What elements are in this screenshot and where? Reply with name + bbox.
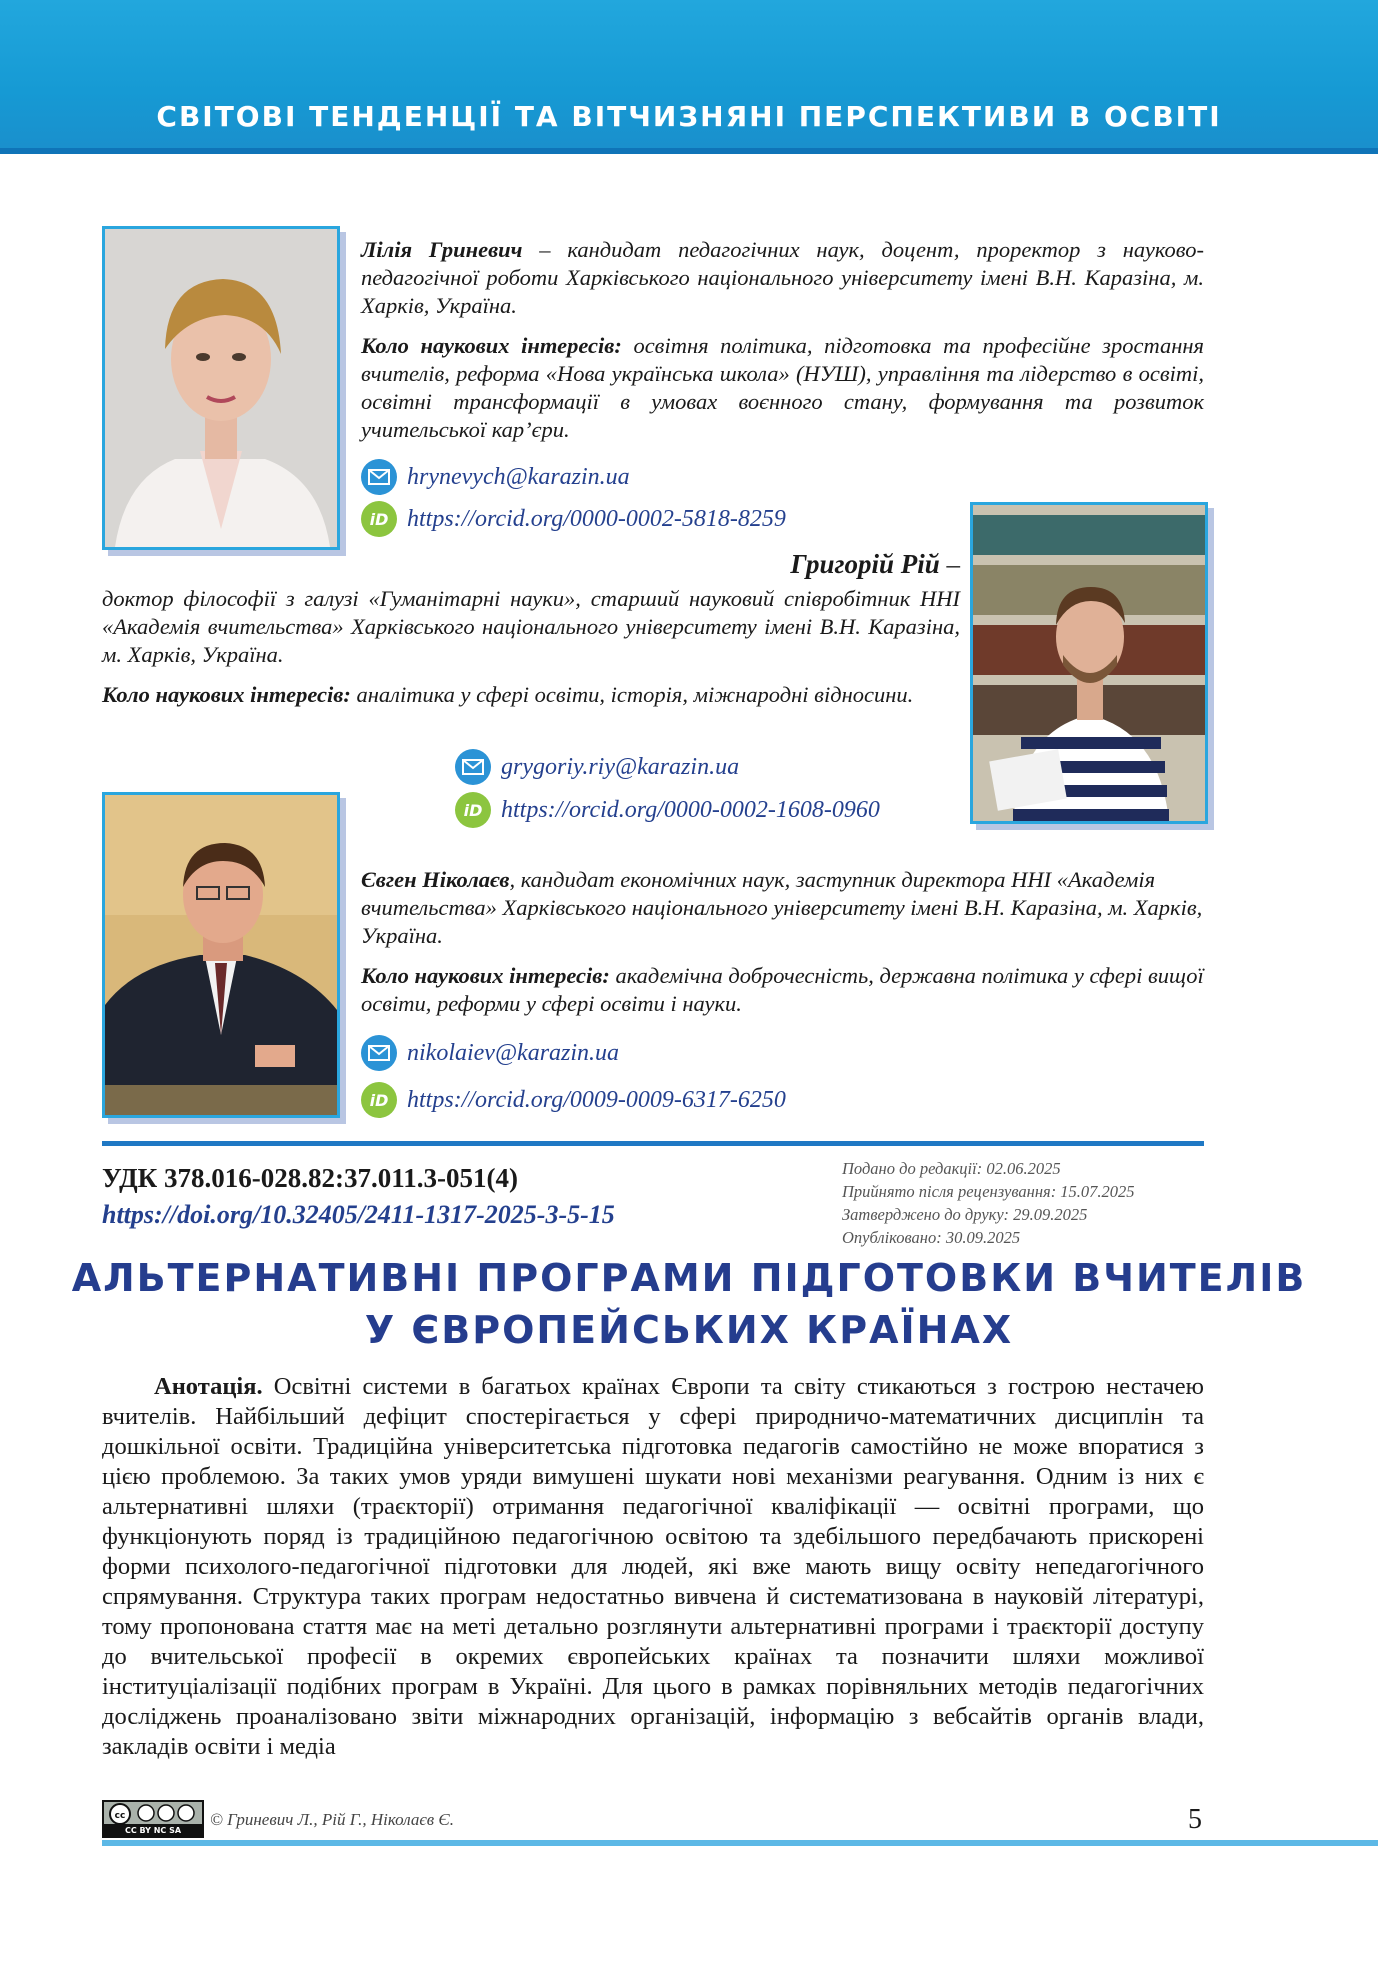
- orcid-icon: [455, 792, 491, 828]
- author-photo-riy: [970, 502, 1208, 824]
- email-icon: [361, 1035, 397, 1071]
- author-name: Євген Ніколаєв: [361, 867, 510, 892]
- author-bio-hrynevych: [361, 236, 1204, 444]
- svg-text:iD: iD: [369, 1091, 389, 1110]
- email-contact-nikolaiev[interactable]: [361, 1035, 619, 1071]
- email-contact-hrynevych[interactable]: [361, 459, 630, 495]
- orcid-icon: [361, 1082, 397, 1118]
- journal-section-title: СВІТОВІ ТЕНДЕНЦІЇ ТА ВІТЧИЗНЯНІ ПЕРСПЕКТИВИ В ОСВІТІ: [156, 100, 1222, 133]
- author-description: доктор філософії з галузі «Гуманітарні науки», старший науковий співробітник ННІ «Академія вчительства» Харківського національного університету імені В.Н. Каразіна, м. Харків, Україна.: [102, 586, 960, 667]
- author-name: Лілія Гриневич: [361, 237, 523, 262]
- section-divider: [102, 1141, 1204, 1146]
- header-rule: [0, 148, 1378, 154]
- email-contact-riy[interactable]: [455, 749, 739, 785]
- date-published: Опубліковано: 30.09.2025: [842, 1228, 1021, 1247]
- footer-rule: [102, 1840, 1378, 1846]
- article-title-line: АЛЬТЕРНАТИВНІ ПРОГРАМИ ПІДГОТОВКИ ВЧИТЕЛІВ: [71, 1256, 1307, 1300]
- orcid-link[interactable]: https://orcid.org/0000-0002-1608-0960: [501, 796, 880, 823]
- udk-code: УДК 378.016-028.82:37.011.3-051(4): [102, 1163, 518, 1193]
- author-bio-riy: [102, 585, 960, 709]
- article-title: [60, 1252, 1318, 1356]
- svg-text:iD: iD: [463, 801, 483, 820]
- copyright: © Гриневич Л., Рій Г., Ніколаєв Є.: [210, 1810, 455, 1829]
- author-description: , кандидат економічних наук, заступник директора ННІ «Академія вчительства» Харківського національного університету імені В.Н. Каразіна, м. Харків, Україна.: [361, 867, 1203, 948]
- orcid-contact-nikolaiev[interactable]: [361, 1082, 786, 1118]
- cc-license-badge: [102, 1800, 204, 1838]
- orcid-contact-riy[interactable]: [455, 792, 880, 828]
- journal-header-band: [0, 0, 1378, 152]
- research-interests: освітня політика, підготовка та професійне зростання вчителів, реформа «Нова українська школа» (НУШ), управління та лідерство в освіті, освітні трансформації в умовах воєнного стану, формування та розвиток учительської кар’єри.: [361, 333, 1204, 442]
- orcid-contact-hrynevych[interactable]: [361, 501, 786, 537]
- interests-label: Коло наукових інтересів:: [361, 333, 622, 358]
- email-icon: [455, 749, 491, 785]
- research-interests: академічна доброчесність, державна політика у сфері вищої освіти, реформи у сфері освіти і науки.: [361, 963, 1204, 1016]
- author-name-line-riy: [102, 550, 960, 578]
- author-name-dash: –: [939, 549, 960, 579]
- abstract-label: Анотація.: [154, 1373, 263, 1400]
- orcid-link[interactable]: https://orcid.org/0000-0002-5818-8259: [407, 505, 786, 532]
- submission-dates: [842, 1157, 1135, 1249]
- orcid-icon: [361, 501, 397, 537]
- date-submitted: Подано до редакції: 02.06.2025: [842, 1159, 1061, 1178]
- svg-text:iD: iD: [369, 510, 389, 529]
- author-photo-hrynevych: [102, 226, 340, 550]
- email-icon: [361, 459, 397, 495]
- page-number: 5: [1188, 1804, 1202, 1835]
- abstract-text: Освітні системи в багатьох країнах Європи та світу стикаються з гострою нестачею вчителів. Найбільший дефіцит спостерігається у сфері природничо-математичних дисциплін та дошкільної освіти. Традиційна університетська підготовка педагогів самостійно не може впоратися з цією проблемою. За таких умов уряди вимушені шукати нові механізми реагування. Одним із них є альтернативні шляхи (траєкторії) отримання педагогічної кваліфікації — освітні програми, що функціонують поряд із традиційною педагогічною освітою та здебільшого передбачають прискорені форми психолого-педагогічної підготовки для людей, які вже мають вищу освіту непедагогічного спрямування. Структура таких програм недостатньо вивчена й систематизована в науковій літературі, тому пропонована стаття має на меті детально розглянути альтернативні програми і траєкторії доступу до вчительської професії в окремих європейських країнах та позначити шляхи можливої інституціалізації подібних програм в Україні. Для цього в рамках порівняльних методів педагогічних досліджень проаналізовано звіти міжнародних організацій, інформацію з вебсайтів органів влади, закладів освіти і медіа: [102, 1373, 1204, 1760]
- author-description: – кандидат педагогічних наук, доцент, проректор з науково-педагогічної роботи Харківського національного університету імені В.Н. Каразіна, м. Харків, Україна.: [361, 237, 1204, 318]
- author-bio-nikolaiev: [361, 866, 1204, 1018]
- date-accepted: Прийнято після рецензування: 15.07.2025: [842, 1182, 1135, 1201]
- email-link[interactable]: grygoriy.riy@karazin.ua: [501, 753, 740, 780]
- abstract: [102, 1372, 1204, 1762]
- svg-text:cc: cc: [114, 1811, 126, 1821]
- date-approved: Затверджено до друку: 29.09.2025: [842, 1205, 1088, 1224]
- author-name: Григорій Рій: [790, 549, 940, 579]
- research-interests: аналітика у сфері освіти, історія, міжнародні відносини.: [350, 682, 914, 707]
- doi-link[interactable]: https://doi.org/10.32405/2411-1317-2025-3-5-15: [102, 1200, 615, 1229]
- email-link[interactable]: nikolaiev@karazin.ua: [407, 1039, 620, 1066]
- orcid-link[interactable]: https://orcid.org/0009-0009-6317-6250: [407, 1086, 786, 1113]
- cc-license-text: CC BY NC SA: [124, 1826, 182, 1835]
- interests-label: Коло наукових інтересів:: [361, 963, 610, 988]
- author-photo-nikolaiev: [102, 792, 340, 1118]
- email-link[interactable]: hrynevych@karazin.ua: [407, 463, 630, 490]
- interests-label: Коло наукових інтересів:: [102, 682, 351, 707]
- article-title-line: У ЄВРОПЕЙСЬКИХ КРАЇНАХ: [364, 1308, 1014, 1352]
